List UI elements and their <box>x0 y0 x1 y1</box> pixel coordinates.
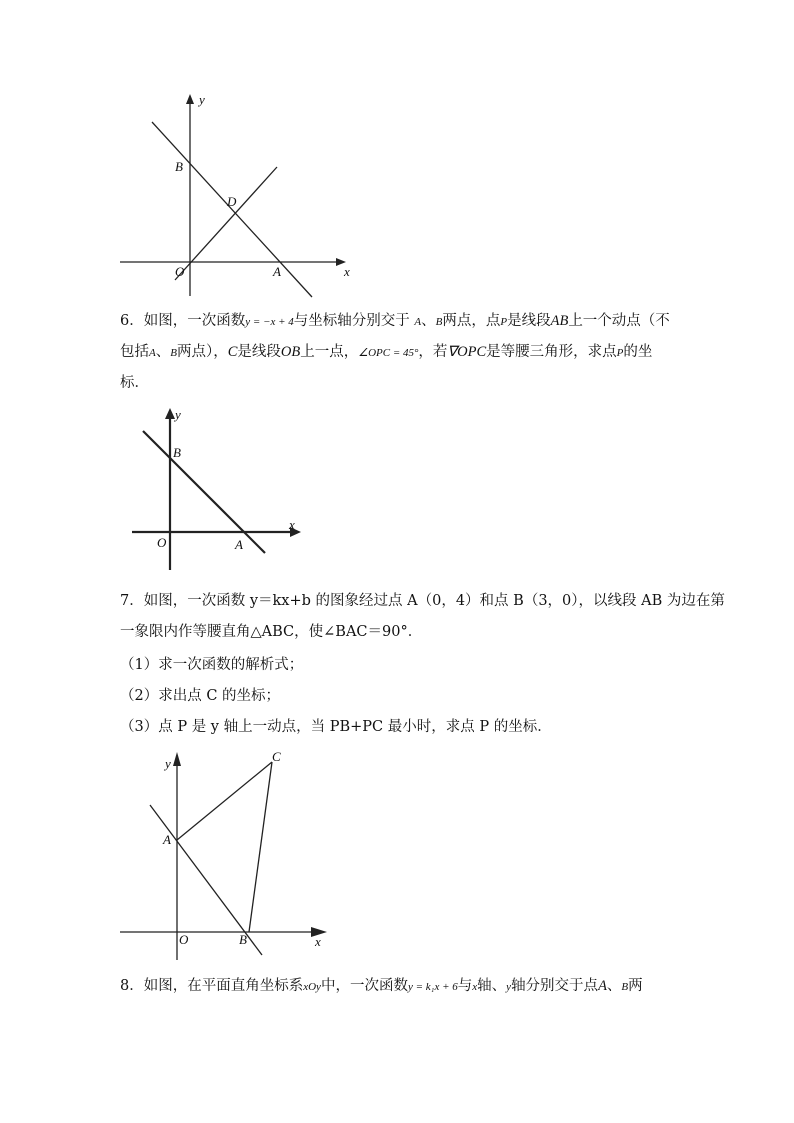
label-y: y <box>199 92 205 107</box>
q6-line3: 标． <box>120 375 149 391</box>
q7-sub2: （2）求出点 C 的坐标； <box>120 688 281 704</box>
label-y: y <box>175 407 181 422</box>
label-O: O <box>179 932 189 947</box>
label-B: B <box>175 159 183 174</box>
label-B: B <box>173 445 181 460</box>
figure-q5-graph <box>115 92 360 304</box>
y-axis-arrow <box>173 752 181 766</box>
label-C: C <box>272 749 281 764</box>
y-axis-arrow <box>186 94 194 104</box>
q7-line1: 7．如图，一次函数 y＝kx+b 的图象经过点 A（0，4）和点 B（3，0），以线段 AB 为边在第 <box>120 593 725 609</box>
y-axis-arrow <box>165 408 175 419</box>
label-O: O <box>175 264 185 279</box>
label-D: D <box>227 194 237 209</box>
label-A: A <box>273 264 281 279</box>
label-B: B <box>239 932 247 947</box>
label-A: A <box>163 832 171 847</box>
q7-line2: 一象限内作等腰直角△ABC，使∠BAC＝90°． <box>120 624 423 640</box>
label-x: x <box>289 517 295 532</box>
figure-q7-graph <box>115 742 335 962</box>
label-x: x <box>315 934 321 949</box>
segment-AC <box>177 762 272 840</box>
figure-q6-graph <box>125 405 310 575</box>
label-O: O <box>157 535 167 550</box>
q6-line2: 包括A、B两点），C是线段OB上一点，∠OPC = 45°，若∇OPC是等腰三角形，求点P的坐 <box>120 344 653 360</box>
segment-CB <box>249 762 272 932</box>
q8-line1: 8．如图，在平面直角坐标系xOy中，一次函数y = k₁x + 6与x轴、y轴分别交于点A、B两 <box>120 978 643 994</box>
label-A: A <box>235 537 243 552</box>
q7-sub1: （1）求一次函数的解析式； <box>120 657 304 673</box>
q6-line1: 6．如图，一次函数y = −x + 4与坐标轴分别交于 A、B两点，点P是线段AB上一个动点（不 <box>120 313 670 329</box>
label-y: y <box>165 756 171 771</box>
label-x: x <box>344 264 350 279</box>
q7-sub3: （3）点 P 是 y 轴上一动点，当 PB+PC 最小时，求点 P 的坐标． <box>120 719 552 735</box>
